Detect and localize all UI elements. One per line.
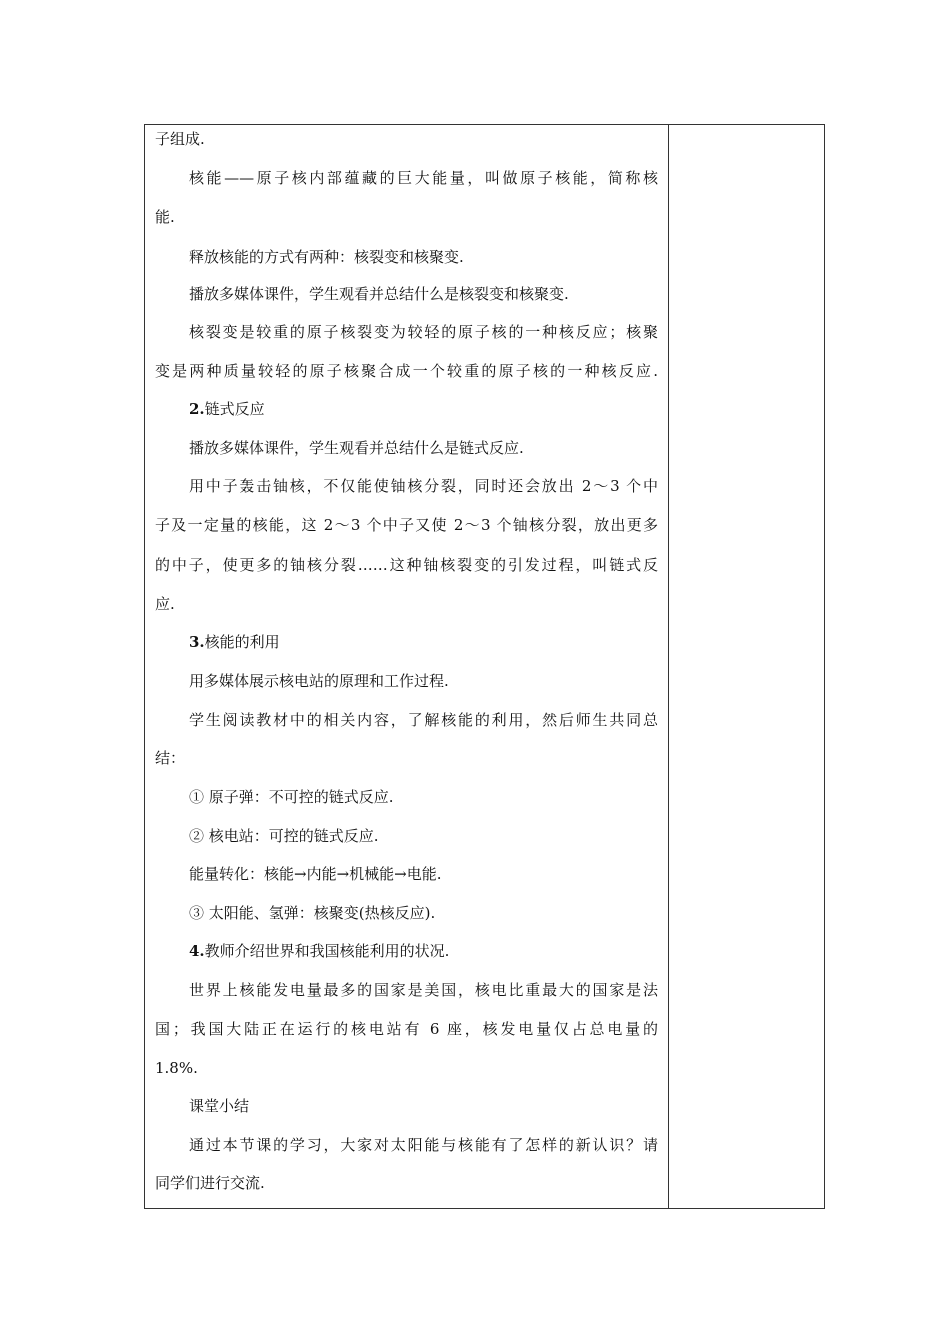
section-number: 2. [189,400,205,418]
text-line: 核裂变是较重的原子核裂变为较轻的原子核的一种核反应；核聚 [189,323,658,341]
text-line: 释放核能的方式有两种：核裂变和核聚变. [189,248,464,266]
section-heading [189,399,265,419]
lesson-table [144,124,825,1209]
section-title: 核能的利用 [204,633,280,651]
text-line: 用中子轰击铀核，不仅能使铀核分裂，同时还会放出 2～3 个中 [189,477,658,495]
text-line: 结： [155,749,186,767]
list-item: ① 原子弹：不可控的链式反应. [189,788,394,806]
text-line: 用多媒体展示核电站的原理和工作过程. [189,672,449,690]
summary-heading: 课堂小结 [189,1097,250,1115]
text-line: 子及一定量的核能，这 2～3 个中子又使 2～3 个铀核分裂，放出更多 [155,516,658,534]
text-line: 应. [155,595,175,613]
text-line: 能. [155,208,175,226]
section-number: 3. [189,633,205,651]
section-title: 教师介绍世界和我国核能利用的状况. [204,942,450,960]
text-line: 1.8%. [155,1059,198,1077]
section-heading [189,632,280,652]
section-number: 4. [189,942,205,960]
text-line: 能量转化：核能→内能→机械能→电能. [189,865,442,883]
section-heading [189,941,449,961]
text-line: 播放多媒体课件，学生观看并总结什么是核裂变和核聚变. [189,285,569,303]
text-line: 同学们进行交流. [155,1174,265,1192]
text-line: 国；我国大陆正在运行的核电站有 6 座，核发电量仅占总电量的 [155,1020,658,1038]
list-item: ③ 太阳能、氢弹：核聚变(热核反应). [189,904,436,922]
content-cell [145,125,668,1208]
text-line: 核能——原子核内部蕴藏的巨大能量，叫做原子核能，简称核 [189,169,658,187]
text-line: 学生阅读教材中的相关内容，了解核能的利用，然后师生共同总 [189,711,658,729]
list-item: ② 核电站：可控的链式反应. [189,827,379,845]
text-line: 世界上核能发电量最多的国家是美国，核电比重最大的国家是法 [189,981,658,999]
text-line: 播放多媒体课件，学生观看并总结什么是链式反应. [189,439,524,457]
text-line: 变是两种质量较轻的原子核聚合成一个较重的原子核的一种核反应. [155,362,658,380]
text-line: 子组成. [155,130,205,148]
section-title: 链式反应 [204,400,265,418]
text-line: 的中子，使更多的铀核分裂……这种铀核裂变的引发过程，叫链式反 [155,556,658,574]
notes-cell [669,125,824,1208]
text-line: 通过本节课的学习，大家对太阳能与核能有了怎样的新认识？请 [189,1136,658,1154]
